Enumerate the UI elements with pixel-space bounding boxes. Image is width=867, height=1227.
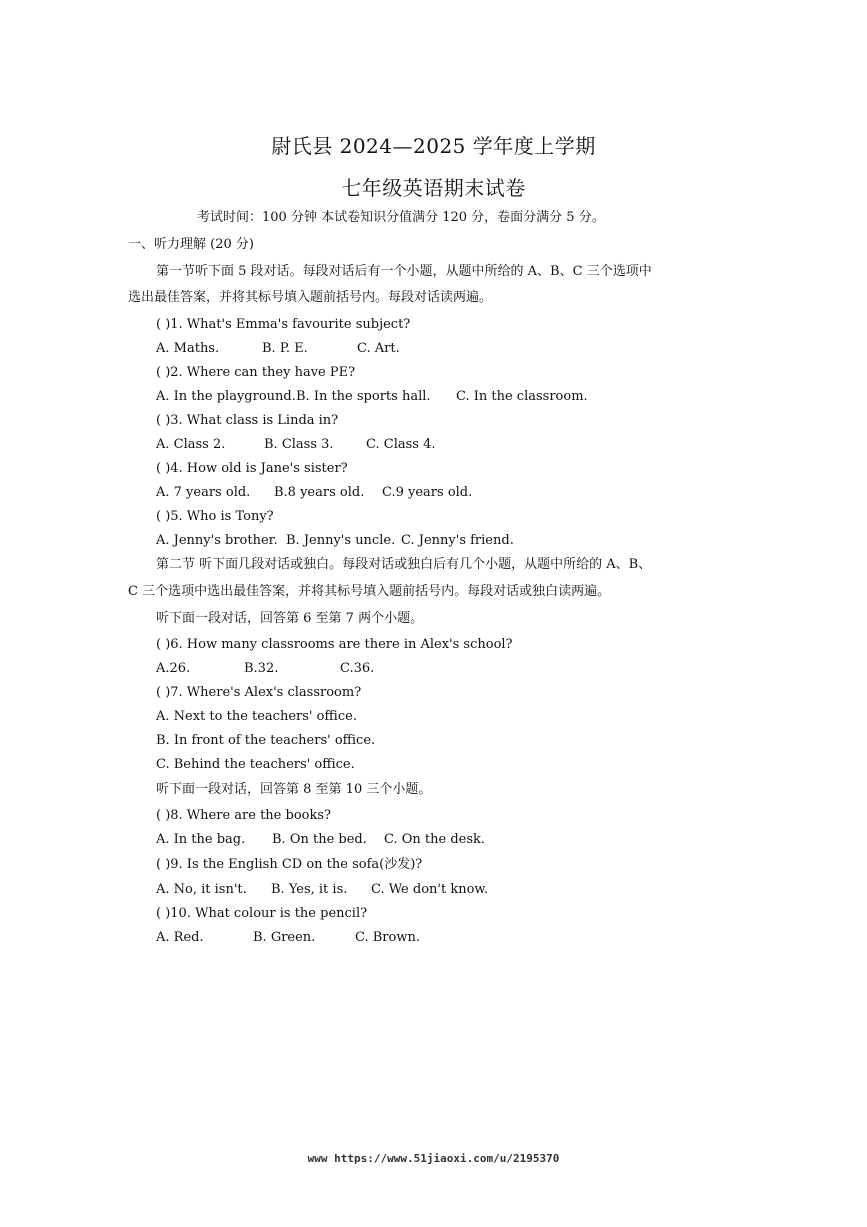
question-1: ( )1. What's Emma's favourite subject?: [156, 317, 411, 332]
option-a: A. No, it isn't.: [156, 882, 247, 897]
option-b: B. In the sports hall.: [296, 389, 431, 404]
question-8: ( )8. Where are the books?: [156, 808, 331, 823]
question-3-options: [156, 437, 435, 453]
question-7-option-b: B. In front of the teachers' office.: [156, 733, 376, 748]
question-7: ( )7. Where's Alex's classroom?: [156, 685, 362, 700]
option-b: B. Green.: [253, 930, 316, 945]
dialog-instruction-6-7: 听下面一段对话，回答第 6 至第 7 两个小题。: [156, 611, 424, 626]
option-a: A. In the bag.: [156, 832, 246, 847]
option-b: B. Jenny's uncle.: [286, 533, 396, 548]
option-a: A. Class 2.: [156, 437, 226, 452]
option-a: A. Red.: [156, 930, 204, 945]
dialog-instruction-8-10: 听下面一段对话，回答第 8 至第 10 三个小题。: [156, 782, 432, 797]
question-5-options: [156, 533, 514, 549]
option-b: B. On the bed.: [272, 832, 367, 847]
option-b: B. Yes, it is.: [271, 882, 348, 897]
option-a: A. 7 years old.: [156, 485, 251, 500]
part2-intro-line1: 第二节 听下面几段对话或独白。每段对话或独白后有几个小题，从题中所给的 A、B、: [156, 557, 652, 572]
option-c: C. Art.: [357, 341, 400, 356]
option-c: C. Class 4.: [366, 437, 436, 452]
question-1-options: [156, 341, 400, 357]
question-3: ( )3. What class is Linda in?: [156, 413, 339, 428]
option-a: A.26.: [156, 661, 191, 676]
option-a: A. Jenny's brother.: [156, 533, 278, 548]
footer-watermark-url: www https://www.51jiaoxi.com/u/2195370: [307, 1152, 560, 1165]
question-7-option-c: C. Behind the teachers' office.: [156, 757, 355, 772]
question-9: ( )9. Is the English CD on the sofa(沙发)?: [156, 857, 423, 872]
option-a: A. In the playground.: [156, 389, 296, 404]
option-c: C. In the classroom.: [456, 389, 588, 404]
option-b: B.8 years old.: [274, 485, 365, 500]
part1-intro-line2: 选出最佳答案，并将其标号填入题前括号内。每段对话读两遍。: [128, 290, 493, 305]
question-4: ( )4. How old is Jane's sister?: [156, 461, 348, 476]
exam-info: 考试时间：100 分钟 本试卷知识分值满分 120 分，卷面分满分 5 分。: [197, 210, 605, 225]
question-2: ( )2. Where can they have PE?: [156, 365, 356, 380]
option-c: C. On the desk.: [384, 832, 486, 847]
question-4-options: [156, 485, 472, 501]
option-b: B. Class 3.: [264, 437, 334, 452]
section-heading: 一、听力理解 (20 分): [128, 237, 254, 252]
exam-title-school-year: 尉氏县 2024—2025 学年度上学期: [271, 134, 596, 158]
question-2-options: [156, 389, 588, 405]
part1-intro-line1: 第一节听下面 5 段对话。每段对话后有一个小题，从题中所给的 A、B、C 三个选项中: [156, 264, 652, 279]
question-7-option-a: A. Next to the teachers' office.: [156, 709, 357, 724]
question-6: ( )6. How many classrooms are there in Alex's school?: [156, 637, 513, 652]
option-b: B. P. E.: [262, 341, 308, 356]
question-9-options: [156, 882, 488, 898]
option-c: C. We don't know.: [371, 882, 489, 897]
question-5: ( )5. Who is Tony?: [156, 509, 274, 524]
option-c: C. Brown.: [355, 930, 420, 945]
question-8-options: [156, 832, 485, 848]
question-6-options: [156, 661, 374, 677]
option-c: C.36.: [340, 661, 375, 676]
option-a: A. Maths.: [156, 341, 220, 356]
question-10: ( )10. What colour is the pencil?: [156, 906, 368, 921]
exam-title-subject: 七年级英语期末试卷: [341, 176, 526, 200]
option-c: C.9 years old.: [382, 485, 473, 500]
option-c: C. Jenny's friend.: [401, 533, 514, 548]
part2-intro-line2: C 三个选项中选出最佳答案，并将其标号填入题前括号内。每段对话或独白读两遍。: [128, 584, 611, 599]
question-10-options: [156, 930, 420, 946]
option-b: B.32.: [244, 661, 279, 676]
